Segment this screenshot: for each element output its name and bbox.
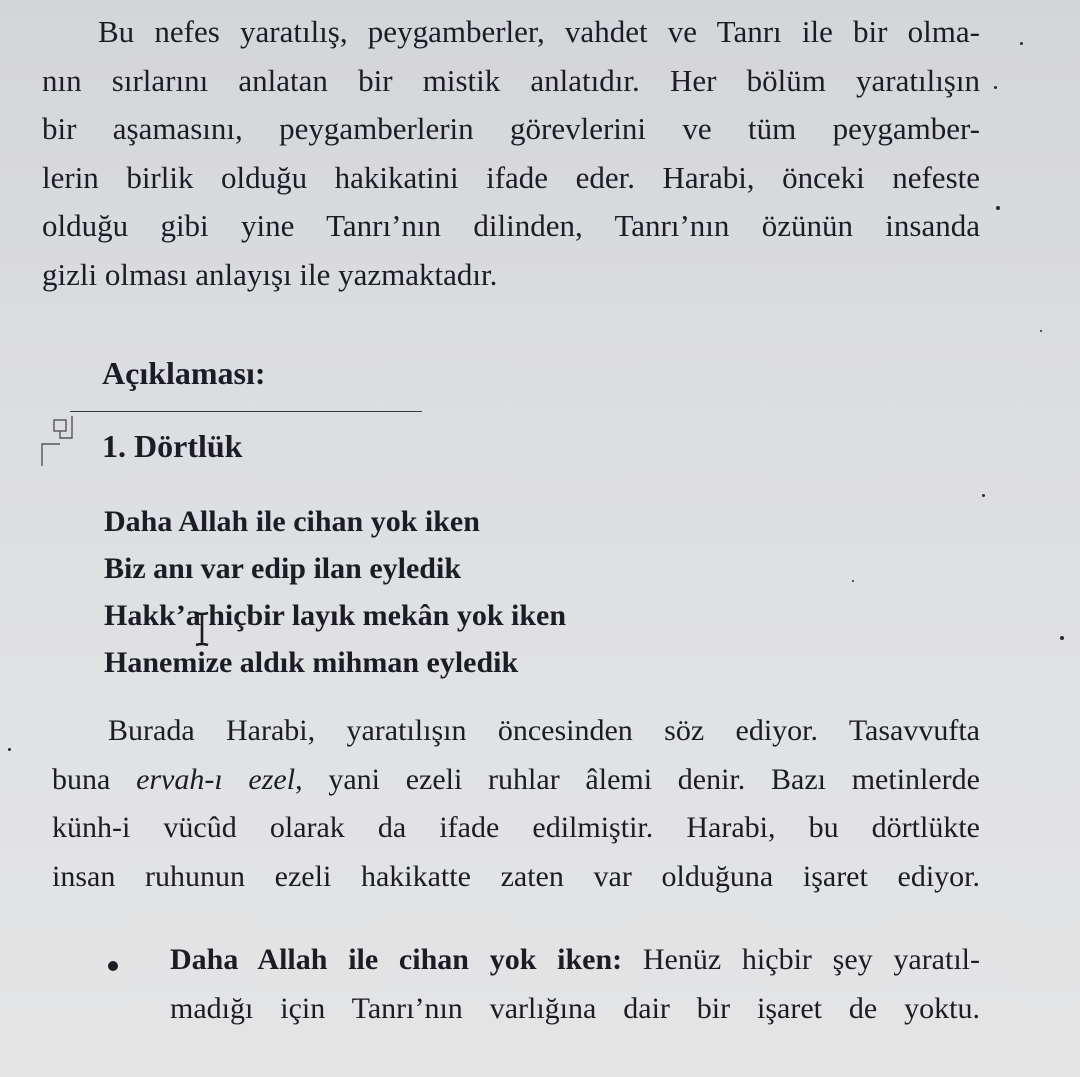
verse-block xyxy=(104,498,566,686)
dust-speck xyxy=(1020,42,1023,45)
dust-speck xyxy=(996,206,1000,210)
bullet-line-1-rest: Henüz hiçbir şey yaratıl- xyxy=(622,943,980,976)
dust-speck xyxy=(8,748,11,751)
dust-speck xyxy=(994,86,997,89)
bullet-icon xyxy=(108,961,118,971)
verse-line-3: Hakk’a hiçbir layık mekân yok iken xyxy=(104,599,567,632)
section-break-icon xyxy=(40,416,74,470)
commentary-line-2-start: buna xyxy=(52,762,137,796)
section-heading: Açıklaması: xyxy=(102,355,266,391)
dust-speck xyxy=(1040,330,1042,332)
dust-speck xyxy=(1060,636,1064,640)
text-cursor-icon xyxy=(194,611,210,647)
bullet-line-2: madığı için Tanrı’nın varlığına dair bir işaret de yoktu. xyxy=(170,991,980,1025)
verse-line-2: Biz anı var edip ilan eyledik xyxy=(104,552,461,585)
verse-line-1: Daha Allah ile cihan yok iken xyxy=(104,505,480,538)
commentary-paragraph xyxy=(52,707,980,901)
commentary-line-2-end: , yani ezeli ruhlar âlemi denir. Bazı metinlerde xyxy=(295,762,980,796)
term-ervah-i-ezel: ervah-ı ezel xyxy=(136,762,296,796)
commentary-line-4: insan ruhunun ezeli hakikatte zaten var olduğuna işaret ediyor. xyxy=(52,859,980,893)
bullet-term: Daha Allah ile cihan yok iken: xyxy=(170,943,623,976)
commentary-line-3: künh-i vücûd olarak da ifade edilmiştir. Harabi, bu dörtlükte xyxy=(52,811,980,844)
bullet-line-1 xyxy=(170,936,980,985)
intro-line-6: gizli olması anlayışı ile yazmaktadır. xyxy=(42,256,498,292)
bullet-text xyxy=(170,936,980,1033)
intro-paragraph xyxy=(42,8,980,299)
intro-line-5: olduğu gibi yine Tanrı’nın dilinden, Tanrı’nın özünün insanda xyxy=(42,208,980,243)
intro-line-3: bir aşamasını, peygamberlerin görevlerini ve tüm peygamber- xyxy=(42,111,980,146)
intro-line-2: nın sırlarını anlatan bir mistik anlatıdır. Her bölüm yaratılışın xyxy=(42,62,980,98)
quatrain-heading: 1. Dörtlük xyxy=(102,428,243,464)
commentary-line-1: Burada Harabi, yaratılışın öncesinden söz ediyor. Tasavvufta xyxy=(108,714,980,747)
intro-line-4: lerin birlik olduğu hakikatini ifade eder. Harabi, önceki nefeste xyxy=(42,159,980,195)
intro-line-1: Bu nefes yaratılış, peygamberler, vahdet ve Tanrı ile bir olma- xyxy=(98,14,980,49)
verse-line-4: Hanemize aldık mihman eyledik xyxy=(104,646,519,679)
dust-speck xyxy=(982,494,985,497)
section-divider xyxy=(70,411,422,412)
dust-speck xyxy=(852,580,854,582)
commentary-line-2 xyxy=(52,756,980,805)
